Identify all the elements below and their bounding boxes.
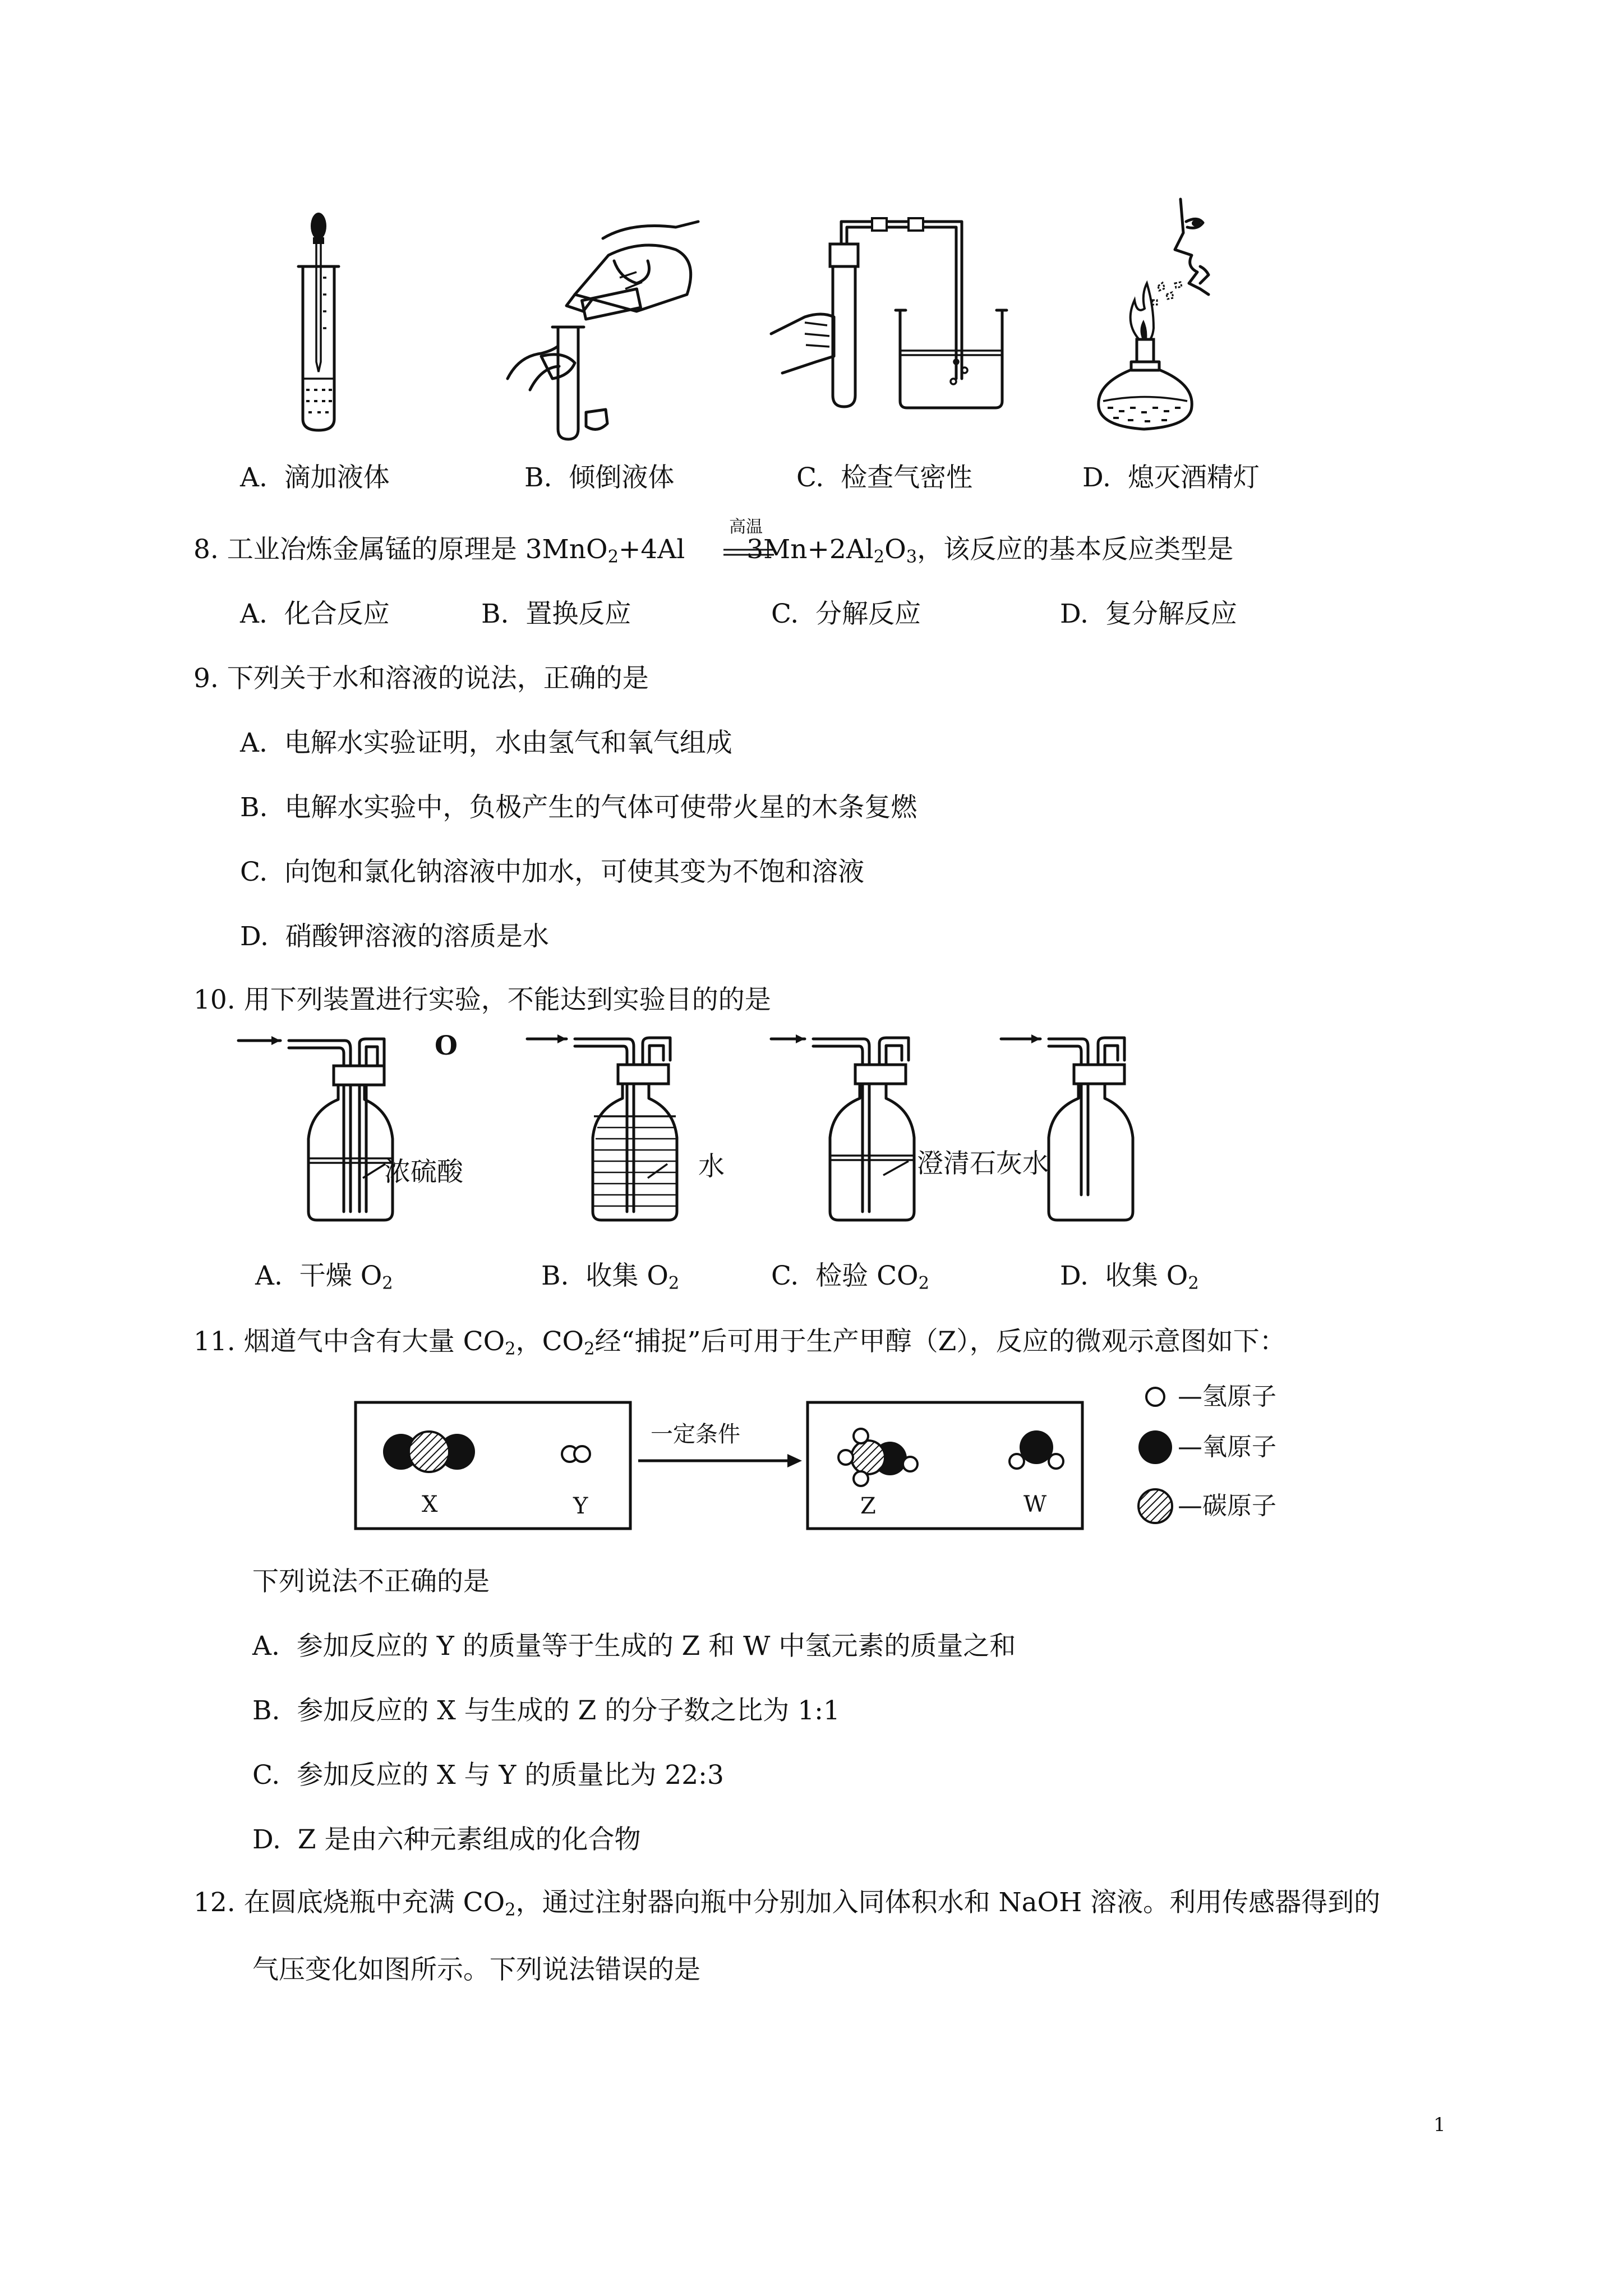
q11-option-c: C. 参加反应的 X 与 Y 的质量比为 22:3	[252, 1760, 724, 1791]
y-hydrogen-atom-right	[574, 1446, 590, 1462]
gas-bottle-c	[771, 1027, 1007, 1228]
q11-stem: 11. 烟道气中含有大量 $CO_2$，$CO_2$经“捕捉”后可用于生产甲醇（Z），反应的微观示意图如下：	[193, 1326, 1286, 1359]
q10-label-conc-sulfuric-acid: 浓硫酸	[384, 1157, 463, 1188]
x-carbon-atom	[409, 1432, 449, 1472]
gas-bottle-b	[527, 1027, 729, 1228]
q11-molecule-x-label: X	[422, 1492, 438, 1517]
z-hydrogen-atom-2	[838, 1450, 853, 1465]
blowing-out-alcohol-lamp-figure	[1091, 199, 1259, 440]
w-hydrogen-atom-right	[1049, 1454, 1063, 1469]
q12-stem-line1: 12. 在圆底烧瓶中充满 $CO_2$，通过注射器向瓶中分别加入同体积水和 NaOH 溶液。利用传感器得到的	[193, 1887, 1381, 1920]
q8-option-d: D. 复分解反应	[1060, 599, 1237, 629]
z-hydrogen-atom-3	[854, 1471, 868, 1486]
q8-stem: 8. 工业冶炼金属锰的原理是 3MnO$_2$+4Al $3Mn+2Al_2O_3$，该反应的基本反应类型是	[193, 534, 1234, 567]
q8-option-b: B. 置换反应	[481, 599, 631, 629]
q9-option-a: A. 电解水实验证明，水由氢气和氧气组成	[240, 728, 732, 758]
q8-option-c: C. 分解反应	[771, 599, 921, 629]
q12-stem-line2: 气压变化如图所示。下列说法错误的是	[252, 1954, 700, 1985]
gas-bottle-d	[1001, 1027, 1169, 1228]
q9-option-c: C. 向饱和氯化钠溶液中加水，可使其变为不饱和溶液	[240, 857, 865, 887]
q8-equals-sign	[723, 549, 774, 556]
w-hydrogen-atom-left	[1009, 1454, 1024, 1469]
z-hydrogen-atom-4	[903, 1457, 917, 1471]
q10-option-a: A. 干燥 $O_2$	[255, 1260, 393, 1294]
q10-stem: 10. 用下列装置进行实验，不能达到实验目的的是	[193, 984, 771, 1015]
q8-option-a: A. 化合反应	[240, 599, 390, 629]
q9-option-b: B. 电解水实验中，负极产生的气体可使带火星的木条复燃	[240, 792, 917, 823]
airtightness-check-figure	[771, 210, 1018, 435]
q11-option-b: B. 参加反应的 X 与生成的 Z 的分子数之比为 1:1	[252, 1695, 840, 1726]
page-number: 1	[1433, 2114, 1446, 2136]
q11-prompt: 下列说法不正确的是	[252, 1566, 490, 1597]
q10-label-limewater: 澄清石灰水	[917, 1148, 1049, 1179]
q10-option-d: D. 收集 $O_2$	[1060, 1260, 1199, 1294]
gas-bottle-a	[238, 1027, 463, 1228]
q11-option-a: A. 参加反应的 Y 的质量等于生成的 Z 和 W 中氢元素的质量之和	[252, 1631, 1016, 1662]
q9-stem: 9. 下列关于水和溶液的说法，正确的是	[193, 663, 649, 694]
q7-option-a: A. 滴加液体	[240, 462, 390, 493]
q11-legend-hydrogen: —氢原子	[1178, 1382, 1276, 1411]
z-carbon-atom	[851, 1441, 885, 1474]
legend-hydrogen-symbol	[1146, 1388, 1164, 1406]
q10-label-water: 水	[698, 1151, 725, 1182]
dropper-test-tube-figure	[292, 210, 376, 435]
q11-legend-oxygen: —氧原子	[1178, 1433, 1276, 1461]
q10-stray-o: O	[435, 1030, 458, 1061]
q11-molecule-z-label: Z	[860, 1493, 876, 1519]
q11-legend-carbon: —碳原子	[1178, 1492, 1276, 1520]
q7-option-b: B. 倾倒液体	[524, 462, 675, 493]
q11-option-d: D. Z 是由六种元素组成的化合物	[252, 1824, 641, 1855]
legend-carbon-symbol	[1138, 1489, 1172, 1523]
pouring-liquid-figure	[508, 216, 709, 440]
q11-legend-symbols	[1133, 1380, 1178, 1531]
q7-option-c: C. 检查气密性	[796, 462, 973, 493]
q11-molecule-w-label: W	[1023, 1492, 1047, 1517]
q11-microscopic-reaction-diagram	[353, 1391, 1099, 1537]
q7-option-d: D. 熄灭酒精灯	[1082, 462, 1260, 493]
q8-reaction-condition: 高温	[729, 517, 763, 537]
z-hydrogen-atom-1	[854, 1429, 868, 1443]
q10-option-c: C. 检验 $CO_2$	[771, 1260, 929, 1294]
q11-molecule-y-label: Y	[573, 1493, 588, 1519]
legend-oxygen-symbol	[1138, 1430, 1172, 1464]
q10-option-b: B. 收集 $O_2$	[541, 1260, 680, 1294]
q11-arrow-label: 一定条件	[651, 1421, 740, 1447]
q9-option-d: D. 硝酸钾溶液的溶质是水	[240, 921, 549, 952]
